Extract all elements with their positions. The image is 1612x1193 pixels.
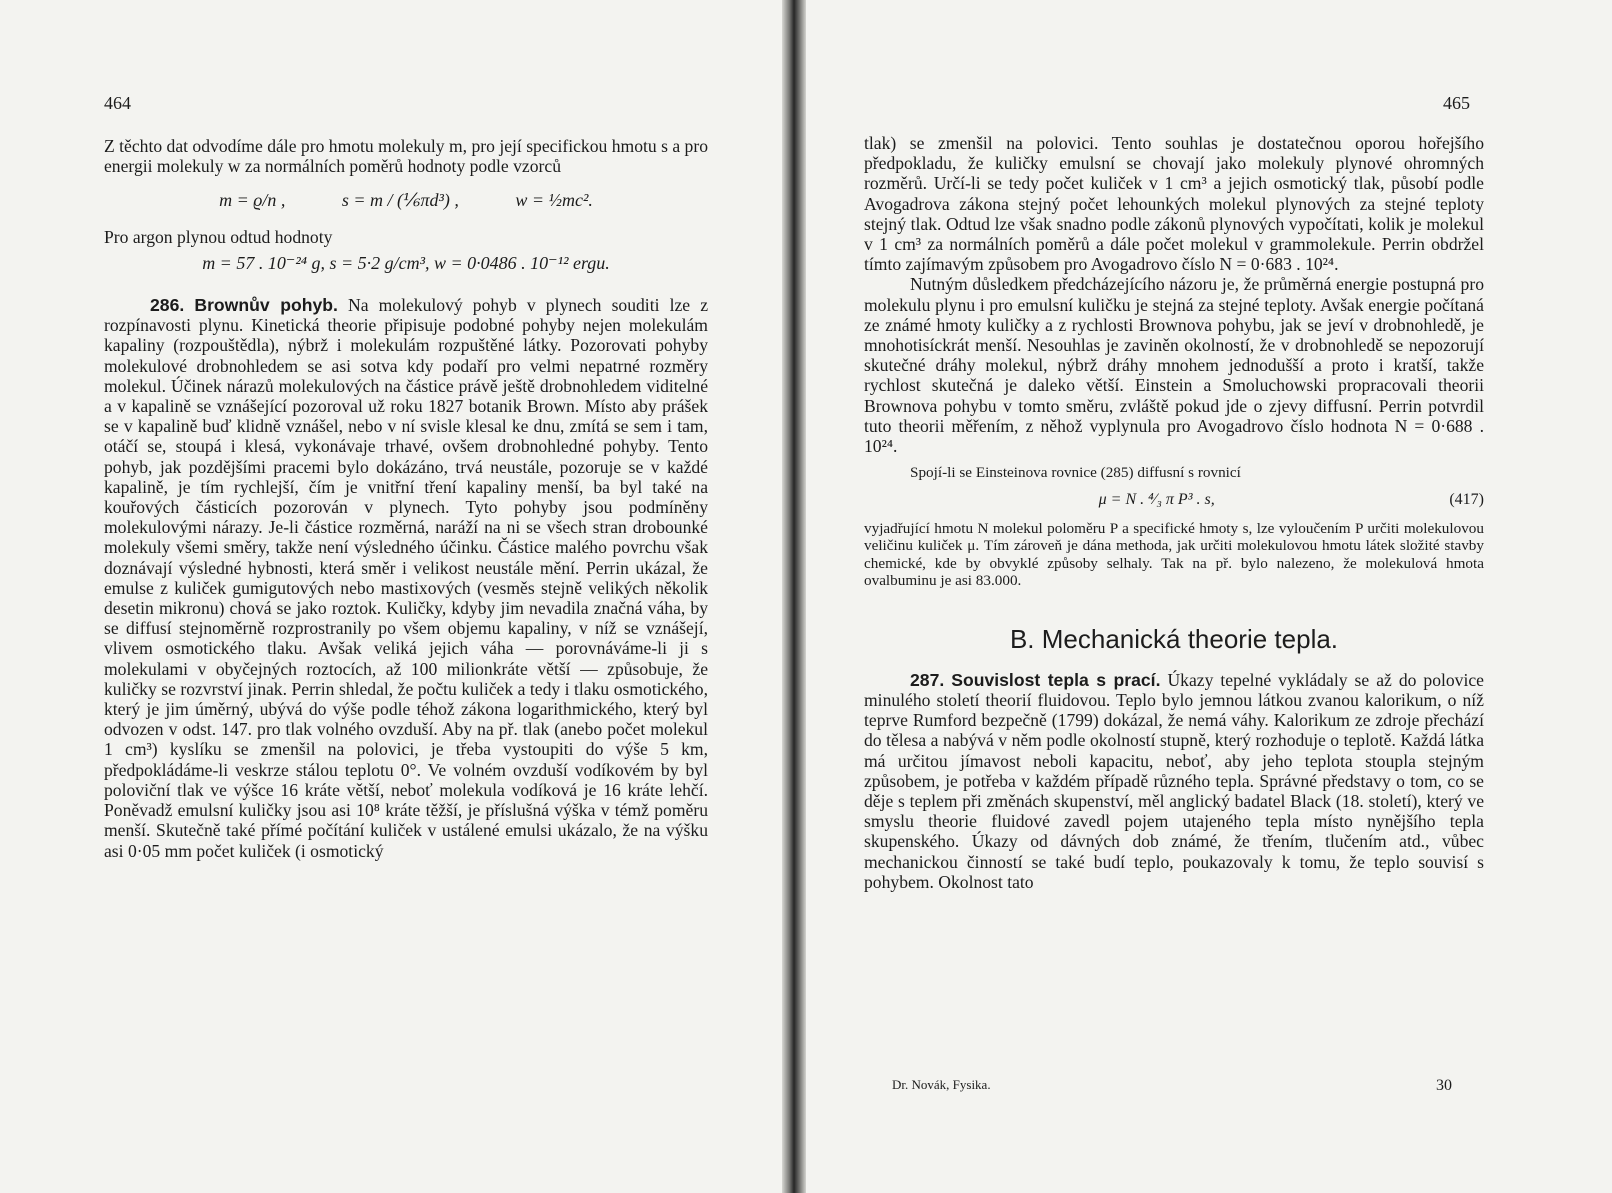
continuation-paragraph: tlak) se zmenšil na polovici. Tento souhlas je dostatečnou oporou hořejšího předpokladu, že kuličky emulsní se chovají jako molekuly plynové ohromných rozměrů. Určí-li se tedy počet kuliček v 1 cm³ a jejich osmotický tlak, působí podle Avogadrova zákona stejný počet lehounkých molekul plynových za stejné teploty stejný tlak. Odtud lze však snadno podle zákonů plynových vypočítati, kolik je molekul v 1 cm³ za normálních poměrů a dále počet molekul v grammolekule. Perrin obdržel tímto zajímavým způsobem pro Avogadrovo číslo N = 0·683 . 10²⁴.	[864, 133, 1484, 275]
formula-s: s = m / (⅙πd³) ,	[341, 190, 459, 211]
argon-intro: Pro argon plynou odtud hodnoty	[104, 226, 333, 247]
equation-expression: μ = N . ⁴⁄₃ π P³ . s,	[1098, 490, 1215, 508]
mass-formulas	[104, 190, 708, 210]
section-287-title: Souvislost tepla s prací.	[951, 669, 1161, 690]
page-number-left: 464	[104, 93, 131, 113]
section-286-number: 286.	[150, 295, 185, 316]
section-287-number: 287.	[910, 669, 945, 690]
footer-signature: 30	[1436, 1077, 1452, 1094]
equation-intro: Spojí-li se Einsteinova rovnice (285) diffusní s rovnicí	[910, 464, 1241, 482]
chapter-title: B. Mechanická theorie tepla.	[1009, 624, 1339, 655]
right-page	[806, 0, 1612, 1193]
section-286-title: Brownův pohyb.	[194, 295, 338, 316]
section-287-paragraph	[864, 670, 1484, 892]
page-footer	[892, 1077, 1452, 1095]
left-page	[0, 0, 782, 1193]
formula-m: m = ϱ/n ,	[219, 190, 286, 211]
argon-values: m = 57 . 10⁻²⁴ g, s = 5·2 g/cm³, w = 0·0486 . 10⁻¹² ergu.	[202, 252, 610, 273]
book-gutter	[782, 0, 806, 1193]
section-286-text: Na molekulový pohyb v plynech souditi lze z rozpínavosti plynu. Kinetická theorie připisuje podobné pohyby nejen molekulám kapaliny (rozpouštědla), nýbrž i molekulám rozpuštěné látky. Pozorovati pohyby molekulové drobnohledem se asi sotva kdy podaří pro velmi nepatrné rozměry molekul. Účinek nárazů molekulových na částice právě ještě drobnohledem viditelné a v kapalině se vznášející pozoroval už roku 1827 botanik Brown. Místo aby prášek se v kapalině buď klidně vznášel, nebo v ní svisle klesal ke dnu, zmítá se sem i tam, otáčí se, stoupá i klesá, vykonávaje trhavé, ovšem drobnohledné pohyby. Tento pohyb, jak pozdějšími pracemi bylo dokázáno, trvá neustále, pozoruje se v každé kapalině, je tím rychlejší, čím je vnitřní tření kapaliny menší, ba byl také na kouřových částicích pozorován v plynech. Tyto pohyby jsou podmíněny molekulovými nárazy. Je-li částice rozměrná, naráží na ni se všech stran drobounké molekuly všemi směry, takže není výsledného účinku. Částice malého povrchu však doznávají výsledné hybnosti, která směr i velikost neustále mění. Perrin ukázal, že emulse z kuliček gumigutových nebo mastixových (vesměs stejně velikých několik desetin mikronu) chová se jako roztok. Kuličky, kdyby jim nevadila značná váha, by se diffusí stejnoměrně rozprostranily po všem objemu kapaliny, v níž se vznášejí, vlivem osmotického tlaku. Avšak veliká jejich váha — porovnáváme-li ji s molekulami v obyčejných roztocích, až 100 milionkráte větší — způsobuje, že kuličky se rozvrství jinak. Perrin shledal, že počtu kuliček a tedy i tlaku osmotického, který je jim úměrný, ubývá do výše podle téhož zákona logarithmického, který byl odvozen v odst. 147. pro tlak volného ovzduší. Aby na př. tlak (anebo počet molekul 1 cm³) kyslíku se zmenšil na polovici, je třeba vystoupiti do výše 5 km, předpokládáme-li veskrze stálou teplotu 0°. Ve volném ovzduší vodíkovém by byl poloviční tlak ve výšce 16 kráte větší, neboť molekula vodíková je 16 kráte lehčí. Poněvadž emulsní kuličky jsou asi 10⁸ kráte těžší, je příslušná výška v témž poměru menší. Skutečně také přímé počítání kuliček v ustálené emulsi ukázalo, že na výšku asi 0·05 mm počet kuliček (i osmotický	[104, 295, 709, 861]
page-number-right: 465	[1443, 93, 1470, 113]
equation-417	[864, 490, 1484, 510]
footer-author: Dr. Novák, Fysika.	[892, 1077, 991, 1092]
right-text-column	[864, 133, 1484, 892]
energy-paragraph: Nutným důsledkem předcházejícího názoru je, že průměrná energie postupná pro molekulu plynu i pro emulsní kuličku je stejná za stejné teploty. Avšak energie počítaná ze známé hmoty kuličky a z rychlosti Brownova pohybu, jak se jeví v drobnohledě, je mnohotisíckrát menší. Nesouhlas je zaviněn okolností, že v drobnohledě se nepozorují skutečné dráhy molekul, nýbrž dráhy mnohem jednodušší a proto i kratší, takže rychlost skutečná je daleko větší. Einstein a Smoluchowski propracovali theorii Brownova pohybu v tomto směru, zvláště pokud jde o zjevy diffusní. Perrin potvrdil tuto theorii měřením, z něhož vyplynula pro Avogadrovo číslo hodnota N = 0·688 . 10²⁴.	[864, 274, 1484, 457]
formula-w: w = ½mc².	[515, 190, 593, 211]
equation-number: (417)	[1449, 490, 1484, 508]
section-286-paragraph	[104, 295, 708, 861]
left-text-column	[104, 136, 708, 861]
equation-explanation: vyjadřující hmotu N molekul poloměru P a specifické hmoty s, lze vyloučením P určiti molekulovou veličinu kuliček μ. Tím zároveň je dána methoda, jak určiti molekulovou hmotu látek složité stavby chemické, kde by obvyklé způsoby selhaly. Tak na př. bylo nalezeno, že molekulová hmota ovalbuminu je asi 83.000.	[864, 519, 1484, 590]
intro-paragraph: Z těchto dat odvodíme dále pro hmotu molekuly m, pro její specifickou hmotu s a pro energii molekuly w za normálních poměrů hodnoty podle vzorců	[104, 136, 708, 177]
section-287-text: Úkazy tepelné vykládaly se až do polovice minulého století theorií fluidovou. Teplo bylo jemnou látkou zvanou kalorikum, o níž teprve Rumford bezpečně (1799) dokázal, že nemá váhy. Kalorikum ze zdroje přechází do tělesa a nabývá v něm podle okolností stupně, který rozhoduje o teplotě. Každá látka má určitou jímavost neboli kapacitu, neboť, aby jeho teplota stoupla stejným způsobem, je potřeba v každém případě různého tepla. Správné představy o tom, co se děje s teplem při změnách skupenství, měl anglický badatel Black (18. století), který ve smyslu theorie fluidové zavedl pojem utajeného tepla místo nynějšího tepla skupenského. Úkazy od dávných dob známé, že třením, tlučením atd., vůbec mechanickou činností se také budí teplo, poukazovaly k tomu, že teplo souvisí s pohybem. Okolnost tato	[864, 669, 1484, 892]
